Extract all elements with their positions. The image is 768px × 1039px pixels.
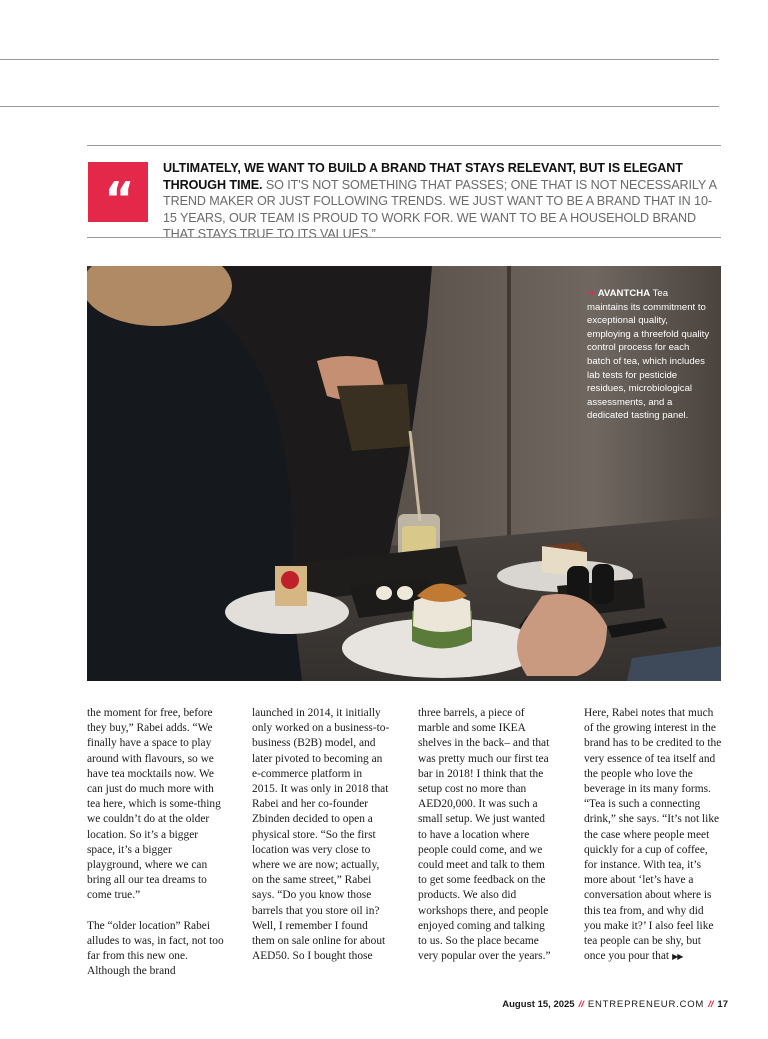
body-paragraph: Here, Rabei notes that much of the growing interest in the brand has to be credited to the very essence of tea itself and the people who love the beverage in its many forms. “Tea is such a connecting drink,” she says. “It’s not like the case where people meet quickly for a cup of coffee, for instance. With tea, it’s more about ‘let’s have a conversation about where is this tea from, and why did you make it?’ I also feel like tea people can be shy, but once you pour that xyxy=(584,707,722,963)
body-column-1 xyxy=(87,706,225,994)
footer-date: August 15, 2025 xyxy=(502,999,575,1010)
quote-mark-icon: “ xyxy=(88,162,148,222)
footer-site: ENTREPRENEUR.COM xyxy=(587,999,705,1010)
page-number: 17 xyxy=(717,999,728,1010)
body-paragraph: launched in 2014, it initially only worked on a business-to-business (B2B) model, and later pivoted to becoming an e-commerce platform in 2015. It was only in 2018 that Rabei and her co-founder Zbinden decided to open a physical store. “So the first location was very close to where we are now; actually, on the same street,” Rabei says. “Do you know those barrels that you store oil in? Well, I remember I found them on sale online for about AED50. So I bought those xyxy=(252,707,390,963)
photo-caption xyxy=(587,287,711,423)
page-footer xyxy=(502,999,728,1010)
pull-quote-rule-top xyxy=(87,145,721,146)
caption-text: Tea maintains its commitment to exceptional quality, employing a threefold quality control process for each batch of tea, which includes lab tests for pesticide residues, microbiological assessments, and a dedicated tasting panel. xyxy=(587,288,710,422)
continue-arrow-icon: ▶▶ xyxy=(672,952,683,962)
body-paragraph: the moment for free, before they buy,” Rabei adds. “We finally have a space to play around with flavours, so we have tea mocktails now. We can just do much more with tea here, which is some-thing we couldn’t do at the older location. So it’s a bigger space, it’s a bigger playground, where we can bring all our tea dreams to come true.” xyxy=(87,707,221,902)
caption-arrow-icon: ➔ xyxy=(587,288,596,299)
top-rule-2 xyxy=(0,106,719,107)
top-rule xyxy=(0,59,719,60)
body-column-4 xyxy=(584,706,722,979)
pull-quote xyxy=(163,160,723,243)
body-paragraph: The “older location” Rabei alludes to was, in fact, not too far from this new one. Although the brand xyxy=(87,919,224,978)
footer-separator-icon: // xyxy=(708,999,714,1010)
caption-brand: AVANTCHA xyxy=(597,288,651,299)
pull-quote-rule-bottom xyxy=(87,237,721,238)
footer-separator-icon: // xyxy=(578,999,584,1010)
body-paragraph: three barrels, a piece of marble and some IKEA shelves in the back– and that was pretty much our first tea bar in 2018! I think that the setup cost no more than AED20,000. It was such a small setup. We just wanted to have a location where people could come, and we could meet and talk to them to get some feedback on the products. We also did workshops there, and people enjoyed coming and talking to us. So the place became very popular over the years.” xyxy=(418,707,551,963)
body-column-3 xyxy=(418,706,556,979)
pull-quote-lead: ULTIMATELY, WE WANT TO BUILD A BRAND THAT STAYS RELEVANT, BUT IS ELEGANT THROUGH TIME. xyxy=(163,161,683,192)
body-column-2 xyxy=(252,706,390,979)
pull-quote-body: SO IT'S NOT SOMETHING THAT PASSES; ONE THAT IS NOT NECESSARILY A TREND MAKER OR JUST FOLLOWING TRENDS. WE JUST WANT TO BE A BRAND THAT IN 10-15 YEARS, OUR TEAM IS PROUD TO WORK FOR. WE WANT TO BE A HOUSEHOLD BRAND THAT STAYS TRUE TO ITS VALUES.” xyxy=(163,177,717,241)
